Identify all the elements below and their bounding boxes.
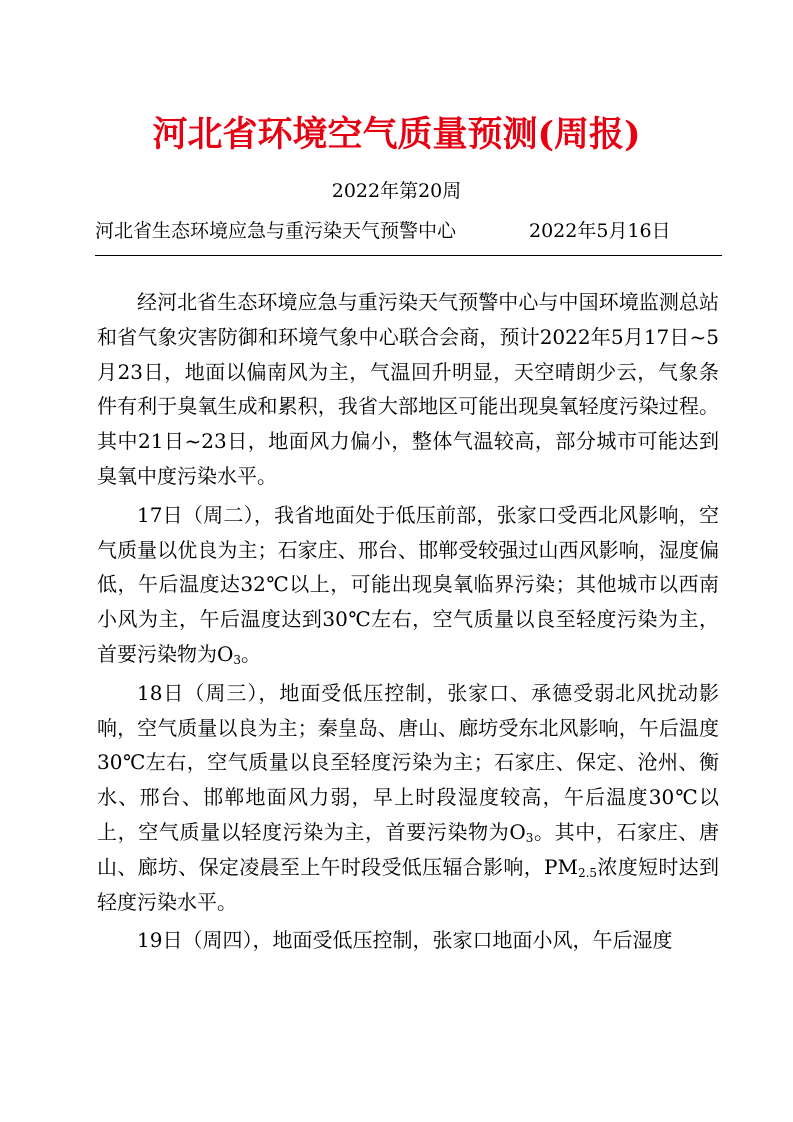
paragraph-day-17-tail: 。: [241, 641, 262, 666]
paragraph-day-19: 19日（周四），地面受低压控制，张家口地面小风，午后湿度: [137, 928, 673, 953]
report-title: 河北省环境空气质量预测(周报): [152, 114, 641, 155]
paragraph-day-17-text: 17日（周二），我省地面处于低压前部，张家口受西北风影响，空气质量以优良为主；石家庄、邢台、邯郸受较强过山西风影响，湿度偏低，午后温度达32℃以上，可能出现臭氧临界污染；其他城市以西南小风为主，午后温度达到30℃左右，空气质量以良至轻度污染为主，首要污染物为O: [97, 502, 719, 666]
pm25-subscript: 2.5: [577, 865, 598, 880]
report-body: [97, 285, 719, 958]
header-divider: [95, 255, 722, 256]
paragraph-day-18-text-2: 。其中，石家庄、唐山、廊坊、保定凌晨至上午时段受低压辐合影响，PM: [97, 819, 719, 879]
o3-subscript: 3: [525, 830, 534, 845]
paragraph-day-18: [97, 676, 719, 920]
o3-subscript: 3: [233, 652, 242, 667]
issuer-name: 河北省生态环境应急与重污染天气预警中心: [95, 220, 457, 242]
paragraph-overview: 经河北省生态环境应急与重污染天气预警中心与中国环境监测总站和省气象灾害防御和环境气象中心联合会商，预计2022年5月17日~5月23日，地面以偏南风为主，气温回升明显，天空晴朗少云，气象条件有利于臭氧生成和累积，我省大部地区可能出现臭氧轻度污染过程。其中21日~23日，地面风力偏小，整体气温较高，部分城市可能达到臭氧中度污染水平。: [97, 290, 719, 488]
week-label: 2022年第20周: [331, 180, 462, 202]
paragraph-day-18-text-1: 18日（周三），地面受低压控制，张家口、承德受弱北风扰动影响，空气质量以良为主；秦皇岛、唐山、廊坊受东北风影响，午后温度30℃左右，空气质量以良至轻度污染为主；石家庄、保定、沧州、衡水、邢台、邯郸地面风力弱，早上时段湿度较高，午后温度30℃以上，空气质量以轻度污染为主，首要污染物为O: [97, 680, 719, 844]
paragraph-day-17: [97, 498, 719, 672]
paragraph-day-18-text-3: 浓度短时达到轻度污染水平。: [97, 854, 719, 914]
issue-date: 2022年5月16日: [529, 220, 671, 242]
